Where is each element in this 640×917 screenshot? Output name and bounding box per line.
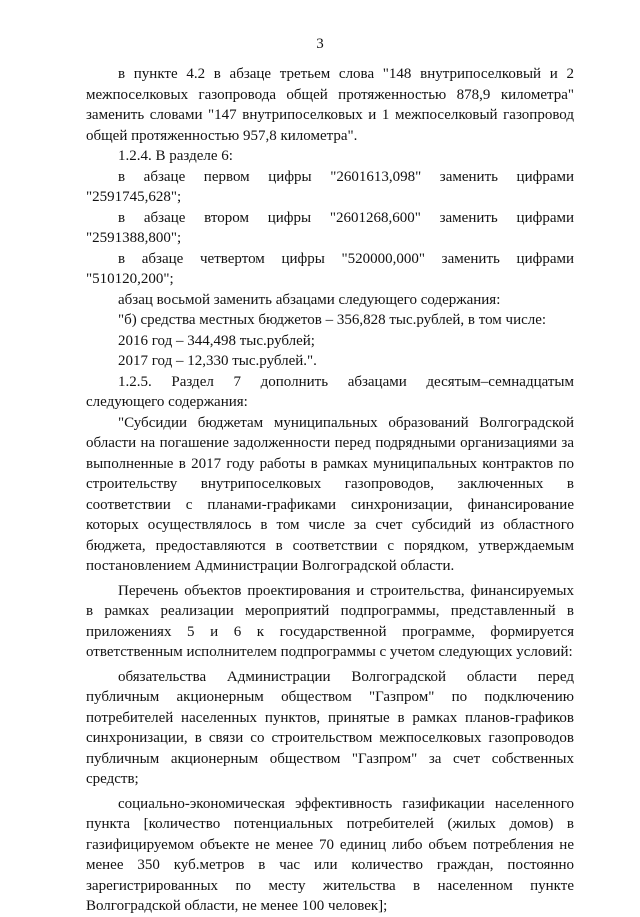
document-body: [86, 64, 574, 917]
paragraph-item-4-2: в пункте 4.2 в абзаце третьем слова "148 внутрипоселковый и 2 межпоселковых газопровода общей протяженностью 878,9 километра" заменить словами "147 внутрипоселковых и 1 межпоселковый газопровод общей протяженностью 957,8 километра".: [86, 66, 574, 144]
paragraph-abzac-fourth: в абзаце четвертом цифры "520000,000" заменить цифрами "510120,200";: [86, 250, 574, 287]
paragraph-1-2-5-heading: 1.2.5. Раздел 7 дополнить абзацами десятым–семнадцатым следующего содержания:: [86, 373, 574, 410]
paragraph-abzac-second: в абзаце втором цифры "2601268,600" заменить цифрами "2591388,800";: [86, 209, 574, 246]
paragraph-obligations: обязательства Администрации Волгоградской области перед публичным акционерным обществом "Газпром" по подключению потребителей населенных пунктов, принятые в рамках планов-графиков синхронизации, в связи со строительством межпоселковых газопроводов публичным акционерным обществом "Газпром" за счет собственных средств;: [86, 668, 574, 787]
paragraph-efficiency: социально-экономическая эффективность газификации населенного пункта [количество потенциальных потребителей (жилых домов) в газифицируемом объекте не менее 70 единиц либо объем потребления не менее 350 куб.метров в час или количество граждан, постоянно зарегистрированных по месту жительства в населенном пункте Волгоградской области, не менее 100 человек];: [86, 795, 574, 914]
paragraph-year-2017: 2017 год – 12,330 тыс.рублей.".: [118, 353, 317, 369]
paragraph-year-2016: 2016 год – 344,498 тыс.рублей;: [118, 332, 315, 349]
paragraph-abzac-first: в абзаце первом цифры "2601613,098" заменить цифрами "2591745,628";: [86, 168, 574, 205]
paragraph-subsidies: "Субсидии бюджетам муниципальных образований Волгоградской области на погашение задолженности перед подрядными организациями за выполненные в 2017 году работы в рамках муниципальных контрактов по строительству внутрипоселковых газопроводов, заключенных в соответствии с планами-графиками синхронизации, финансирование которых осуществлялось в том числе за счет субсидий из областного бюджета, предоставляются в соответствии с порядком, утверждаемым постановлением Администрации Волгоградской области.: [86, 414, 574, 574]
page-number: 3: [316, 36, 324, 52]
paragraph-objects-list: Перечень объектов проектирования и строительства, финансируемых в рамках реализации мероприятий подпрограммы, представленный в приложениях 5 и 6 к государственной программе, формируется ответственным исполнителем подпрограммы с учетом следующих условий:: [86, 582, 574, 660]
paragraph-local-budgets: "б) средства местных бюджетов – 356,828 тыс.рублей, в том числе:: [118, 312, 547, 328]
paragraph-1-2-4-heading: 1.2.4. В разделе 6:: [118, 148, 233, 164]
paragraph-abzac-eighth: абзац восьмой заменить абзацами следующего содержания:: [118, 291, 501, 308]
